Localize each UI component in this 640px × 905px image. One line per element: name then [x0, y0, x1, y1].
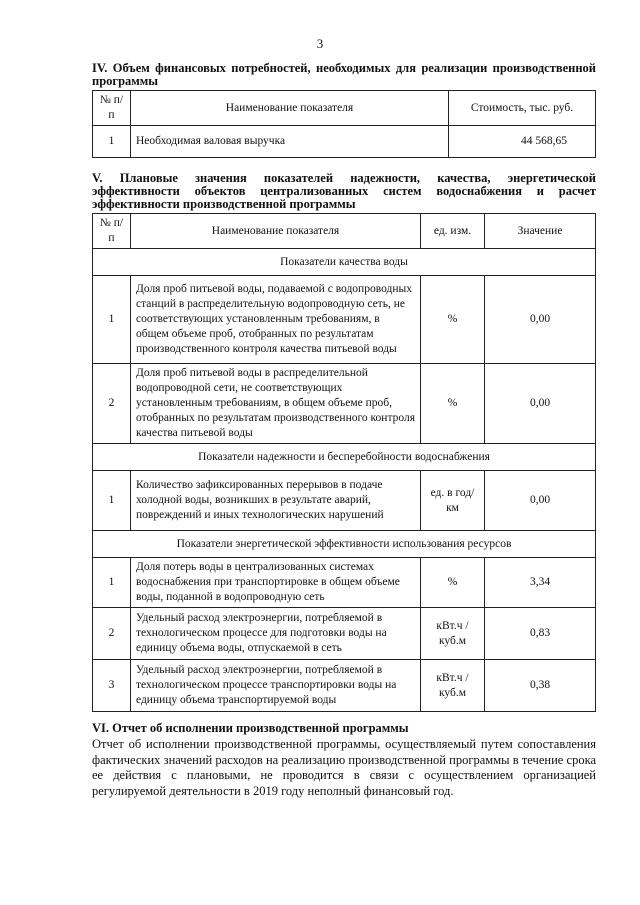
col-header-num: № п/п [93, 91, 131, 126]
group-title: Показатели надежности и бесперебойности водоснабжения [93, 444, 596, 471]
group-row-reliability [93, 444, 596, 471]
col-header-unit: ед. изм. [421, 214, 485, 249]
row-name: Доля проб питьевой воды в распределительной водопроводной сети, не соответствующих установленным требованиям, в общем объеме проб, отобранных по результатам производственного контроля качества питьевой воды [131, 364, 421, 444]
row-value: 0,00 [485, 471, 596, 531]
section-5 [92, 172, 596, 712]
row-num: 3 [93, 660, 131, 712]
col-header-cost: Стоимость, тыс. руб. [449, 91, 596, 126]
section-6-paragraph: Отчет об исполнении производственной программы, осуществляемый путем сопоставления фактических значений расходов на реализацию производственной программы в течение срока ее действия с плановыми, не проводится в связи с осуществлением организацией регулируемой деятельности в 2019 году неполный финансовый год. [92, 737, 596, 798]
col-header-value: Значение [485, 214, 596, 249]
row-value: 0,00 [485, 276, 596, 364]
row-num: 1 [93, 471, 131, 531]
row-unit: % [421, 364, 485, 444]
financial-needs-table [92, 90, 596, 158]
table-header-row [93, 91, 596, 126]
row-num: 1 [93, 126, 131, 158]
row-num: 2 [93, 364, 131, 444]
page-number: 3 [316, 36, 324, 51]
row-name: Удельный расход электроэнергии, потребляемой в технологическом процессе транспортировки воды на единицу объема транспортируемой воды [131, 660, 421, 712]
group-row-quality [93, 249, 596, 276]
group-title: Показатели качества воды [93, 249, 596, 276]
table-row [93, 660, 596, 712]
row-value: 3,34 [485, 558, 596, 608]
indicators-table [92, 213, 596, 712]
row-unit: % [421, 276, 485, 364]
row-value: 44 568,65 [449, 126, 596, 158]
row-name: Удельный расход электроэнергии, потребляемой в технологическом процессе для подготовки воды на единицу объема воды, отпускаемой в сеть [131, 608, 421, 660]
row-unit: кВт.ч / куб.м [421, 608, 485, 660]
section-4 [92, 62, 596, 158]
col-header-num: № п/п [93, 214, 131, 249]
row-value: 0,83 [485, 608, 596, 660]
group-row-energy [93, 531, 596, 558]
row-name: Доля проб питьевой воды, подаваемой с водопроводных станций в распределительную водопроводную сеть, не соответствующих установленным требованиям, в общем объеме проб, отобранных по результатам производственного контроля качества питьевой воды [131, 276, 421, 364]
row-unit: % [421, 558, 485, 608]
group-title: Показатели энергетической эффективности использования ресурсов [93, 531, 596, 558]
row-num: 1 [93, 558, 131, 608]
row-num: 1 [93, 276, 131, 364]
row-unit: кВт.ч / куб.м [421, 660, 485, 712]
table-header-row [93, 214, 596, 249]
row-value: 0,00 [485, 364, 596, 444]
section-6 [92, 722, 596, 799]
row-value: 0,38 [485, 660, 596, 712]
col-header-name: Наименование показателя [131, 214, 421, 249]
section-4-heading: IV. Объем финансовых потребностей, необходимых для реализации производственной программы [92, 61, 596, 88]
row-name: Необходимая валовая выручка [131, 126, 449, 158]
table-row [93, 471, 596, 531]
row-name: Количество зафиксированных перерывов в подаче холодной воды, возникших в результате аварий, повреждений и иных технологических нарушений [131, 471, 421, 531]
table-row [93, 608, 596, 660]
section-6-heading: VI. Отчет об исполнении производственной программы [92, 721, 409, 735]
row-num: 2 [93, 608, 131, 660]
section-5-heading: V. Плановые значения показателей надежности, качества, энергетической эффективности объектов централизованных систем водоснабжения и расчет эффективности производственной программы [92, 171, 596, 211]
col-header-name: Наименование показателя [131, 91, 449, 126]
table-row [93, 276, 596, 364]
table-row [93, 126, 596, 158]
row-unit: ед. в год/ км [421, 471, 485, 531]
table-row [93, 558, 596, 608]
table-row [93, 364, 596, 444]
row-name: Доля потерь воды в централизованных системах водоснабжения при транспортировке в общем объеме воды, поданной в водопроводную сеть [131, 558, 421, 608]
